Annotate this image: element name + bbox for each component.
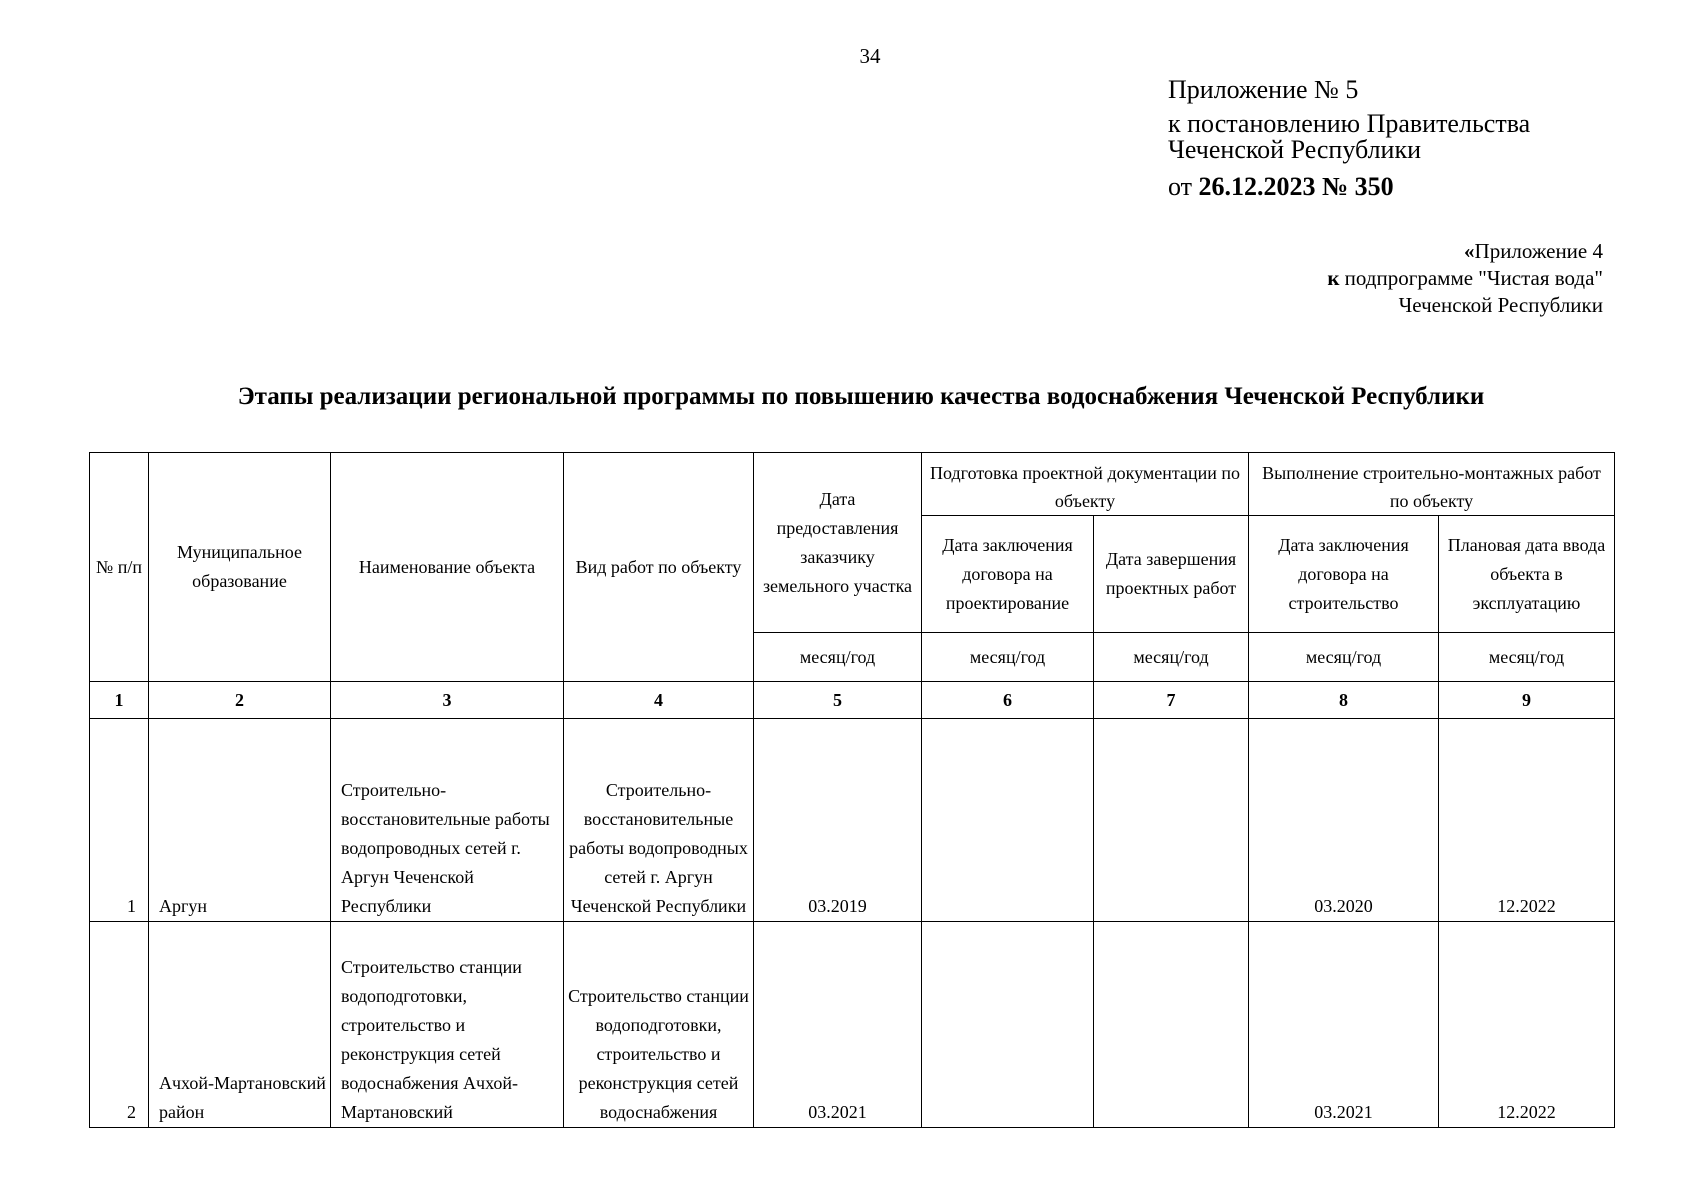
row-municipality: Ачхой-Мартановский район [149, 922, 331, 1128]
stages-table [89, 452, 1615, 1128]
column-number: 6 [922, 682, 1094, 719]
row-object-name: Строительство станции водоподготовки, строительство и реконструкция сетей водоснабжения Ачхой-Мартановский [331, 922, 564, 1128]
appendix-date-prefix: от [1168, 172, 1199, 201]
header-construction-contract: Дата заключения договора на строительство [1249, 516, 1439, 633]
column-numbers-row [90, 682, 1615, 719]
column-number: 8 [1249, 682, 1439, 719]
column-number: 7 [1094, 682, 1249, 719]
row-construction-contract: 03.2021 [1249, 922, 1439, 1128]
row-commission-date: 12.2022 [1439, 922, 1615, 1128]
appendix-date-line [1168, 173, 1530, 201]
row-design-contract [922, 922, 1094, 1128]
row-land-date: 03.2019 [754, 719, 922, 922]
subappendix-quote-mark: « [1464, 239, 1475, 263]
row-num: 2 [90, 922, 149, 1128]
header-land-date: Дата предоставления заказчику земельного участка [754, 453, 922, 633]
unit-cell: месяц/год [922, 633, 1094, 682]
subappendix-line-3: Чеченской Республики [1398, 293, 1603, 317]
row-num: 1 [90, 719, 149, 922]
unit-cell: месяц/год [1094, 633, 1249, 682]
row-municipality: Аргун [149, 719, 331, 922]
appendix-date-number: 26.12.2023 № 350 [1198, 172, 1394, 201]
subappendix-line-2-text: подпрограмме "Чистая вода" [1339, 266, 1603, 290]
row-work-type: Строительно-восстановительные работы водопроводных сетей г. Аргун Чеченской Республики [564, 719, 754, 922]
row-object-name: Строительно-восстановительные работы водопроводных сетей г. Аргун Чеченской Республики [331, 719, 564, 922]
subappendix-line-1 [1327, 238, 1603, 265]
unit-cell: месяц/год [1439, 633, 1615, 682]
header-design-contract: Дата заключения договора на проектирование [922, 516, 1094, 633]
appendix-line-2: к постановлению Правительства [1168, 109, 1531, 138]
header-num: № п/п [90, 453, 149, 682]
column-number: 4 [564, 682, 754, 719]
header-work-type: Вид работ по объекту [564, 453, 754, 682]
row-design-complete [1094, 922, 1249, 1128]
appendix-block [1168, 76, 1530, 201]
row-design-complete [1094, 719, 1249, 922]
header-object-name: Наименование объекта [331, 453, 564, 682]
column-number: 5 [754, 682, 922, 719]
document-title: Этапы реализации региональной программы по повышению качества водоснабжения Чеченской Республики [237, 383, 1485, 410]
row-design-contract [922, 719, 1094, 922]
page-number: 34 [859, 44, 881, 68]
header-design-complete: Дата завершения проектных работ [1094, 516, 1249, 633]
row-land-date: 03.2021 [754, 922, 922, 1128]
table-row [90, 922, 1615, 1128]
row-construction-contract: 03.2020 [1249, 719, 1439, 922]
header-municipality: Муниципальное образование [149, 453, 331, 682]
header-commission-date: Плановая дата ввода объекта в эксплуатацию [1439, 516, 1615, 633]
table-row [90, 719, 1615, 922]
column-number: 3 [331, 682, 564, 719]
column-number: 1 [90, 682, 149, 719]
subappendix-line-2 [1327, 265, 1603, 292]
header-design-group: Подготовка проектной документации по объекту [922, 453, 1249, 516]
unit-cell: месяц/год [754, 633, 922, 682]
row-work-type: Строительство станции водоподготовки, строительство и реконструкция сетей водоснабжения [564, 922, 754, 1128]
unit-cell: месяц/год [1249, 633, 1439, 682]
subprogram-appendix-block [1327, 238, 1603, 319]
row-commission-date: 12.2022 [1439, 719, 1615, 922]
header-row-1 [90, 453, 1615, 516]
column-number: 2 [149, 682, 331, 719]
header-construction-group: Выполнение строительно-монтажных работ по объекту [1249, 453, 1615, 516]
appendix-line-1: Приложение № 5 [1168, 75, 1359, 104]
subappendix-line-1-text: Приложение 4 [1474, 239, 1603, 263]
appendix-line-3: Чеченской Республики [1168, 135, 1422, 164]
column-number: 9 [1439, 682, 1615, 719]
subappendix-k-mark: к [1327, 266, 1340, 290]
